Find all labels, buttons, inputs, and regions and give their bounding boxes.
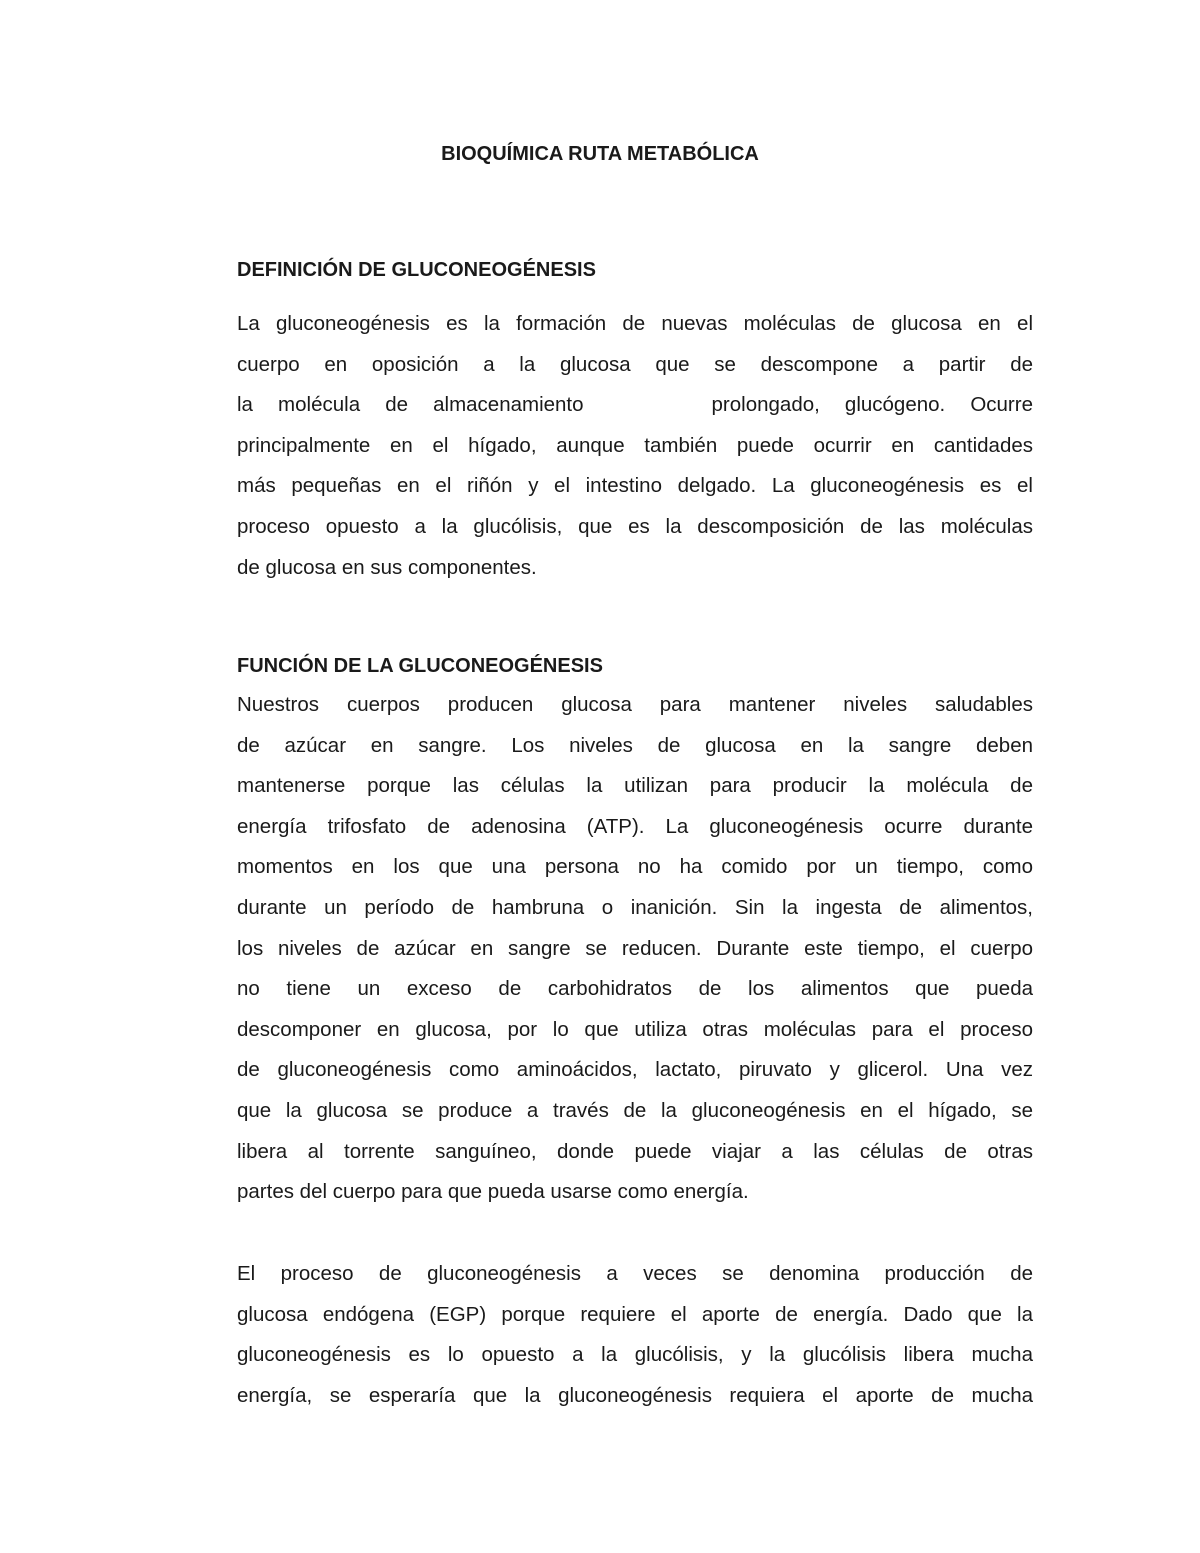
- text-line: durante un período de hambruna o inanición. Sin la ingesta de alimentos,: [237, 895, 1033, 919]
- text-line-segment: prolongado, glucógeno. Ocurre: [711, 393, 1033, 417]
- text-line: glucosa endógena (EGP) porque requiere el aporte de energía. Dado que la: [237, 1302, 1033, 1326]
- paragraph-funcion: [237, 685, 1033, 1213]
- text-line: mantenerse porque las células la utilizan para producir la molécula de: [237, 774, 1033, 798]
- text-line: más pequeñas en el riñón y el intestino delgado. La gluconeogénesis es el: [237, 474, 1033, 498]
- section-heading-definicion: DEFINICIÓN DE GLUCONEOGÉNESIS: [237, 259, 596, 281]
- text-line: [237, 385, 1033, 426]
- text-line: El proceso de gluconeogénesis a veces se denomina producción de: [237, 1262, 1033, 1285]
- text-line: Nuestros cuerpos producen glucosa para mantener niveles saludables: [237, 693, 1033, 716]
- text-line: cuerpo en oposición a la glucosa que se descompone a partir de: [237, 352, 1033, 376]
- document-title: BIOQUÍMICA RUTA METABÓLICA: [441, 143, 759, 165]
- text-line: energía, se esperaría que la gluconeogénesis requiera el aporte de mucha: [237, 1383, 1033, 1407]
- text-line: no tiene un exceso de carbohidratos de los alimentos que pueda: [237, 977, 1033, 1001]
- text-line: de glucosa en sus componentes.: [237, 555, 537, 579]
- text-line: La gluconeogénesis es la formación de nuevas moléculas de glucosa en el: [237, 312, 1033, 335]
- text-line: momentos en los que una persona no ha comido por un tiempo, como: [237, 855, 1033, 879]
- text-line: energía trifosfato de adenosina (ATP). La gluconeogénesis ocurre durante: [237, 814, 1033, 838]
- text-line: los niveles de azúcar en sangre se reducen. Durante este tiempo, el cuerpo: [237, 936, 1033, 960]
- section-heading-funcion: FUNCIÓN DE LA GLUCONEOGÉNESIS: [237, 655, 603, 677]
- paragraph-definicion: [237, 304, 1033, 588]
- text-line: de gluconeogénesis como aminoácidos, lactato, piruvato y glicerol. Una vez: [237, 1058, 1033, 1082]
- text-line: de azúcar en sangre. Los niveles de glucosa en la sangre deben: [237, 733, 1033, 757]
- paragraph-egp: [237, 1254, 1033, 1416]
- text-line: que la glucosa se produce a través de la gluconeogénesis en el hígado, se: [237, 1098, 1033, 1122]
- text-line: partes del cuerpo para que pueda usarse como energía.: [237, 1180, 749, 1204]
- text-line-segment: la molécula de almacenamiento: [237, 393, 584, 417]
- text-line: libera al torrente sanguíneo, donde puede viajar a las células de otras: [237, 1139, 1033, 1163]
- text-line: proceso opuesto a la glucólisis, que es la descomposición de las moléculas: [237, 514, 1033, 538]
- text-line: descomponer en glucosa, por lo que utiliza otras moléculas para el proceso: [237, 1017, 1033, 1041]
- text-line: gluconeogénesis es lo opuesto a la glucólisis, y la glucólisis libera mucha: [237, 1343, 1033, 1367]
- text-line: principalmente en el hígado, aunque también puede ocurrir en cantidades: [237, 433, 1033, 457]
